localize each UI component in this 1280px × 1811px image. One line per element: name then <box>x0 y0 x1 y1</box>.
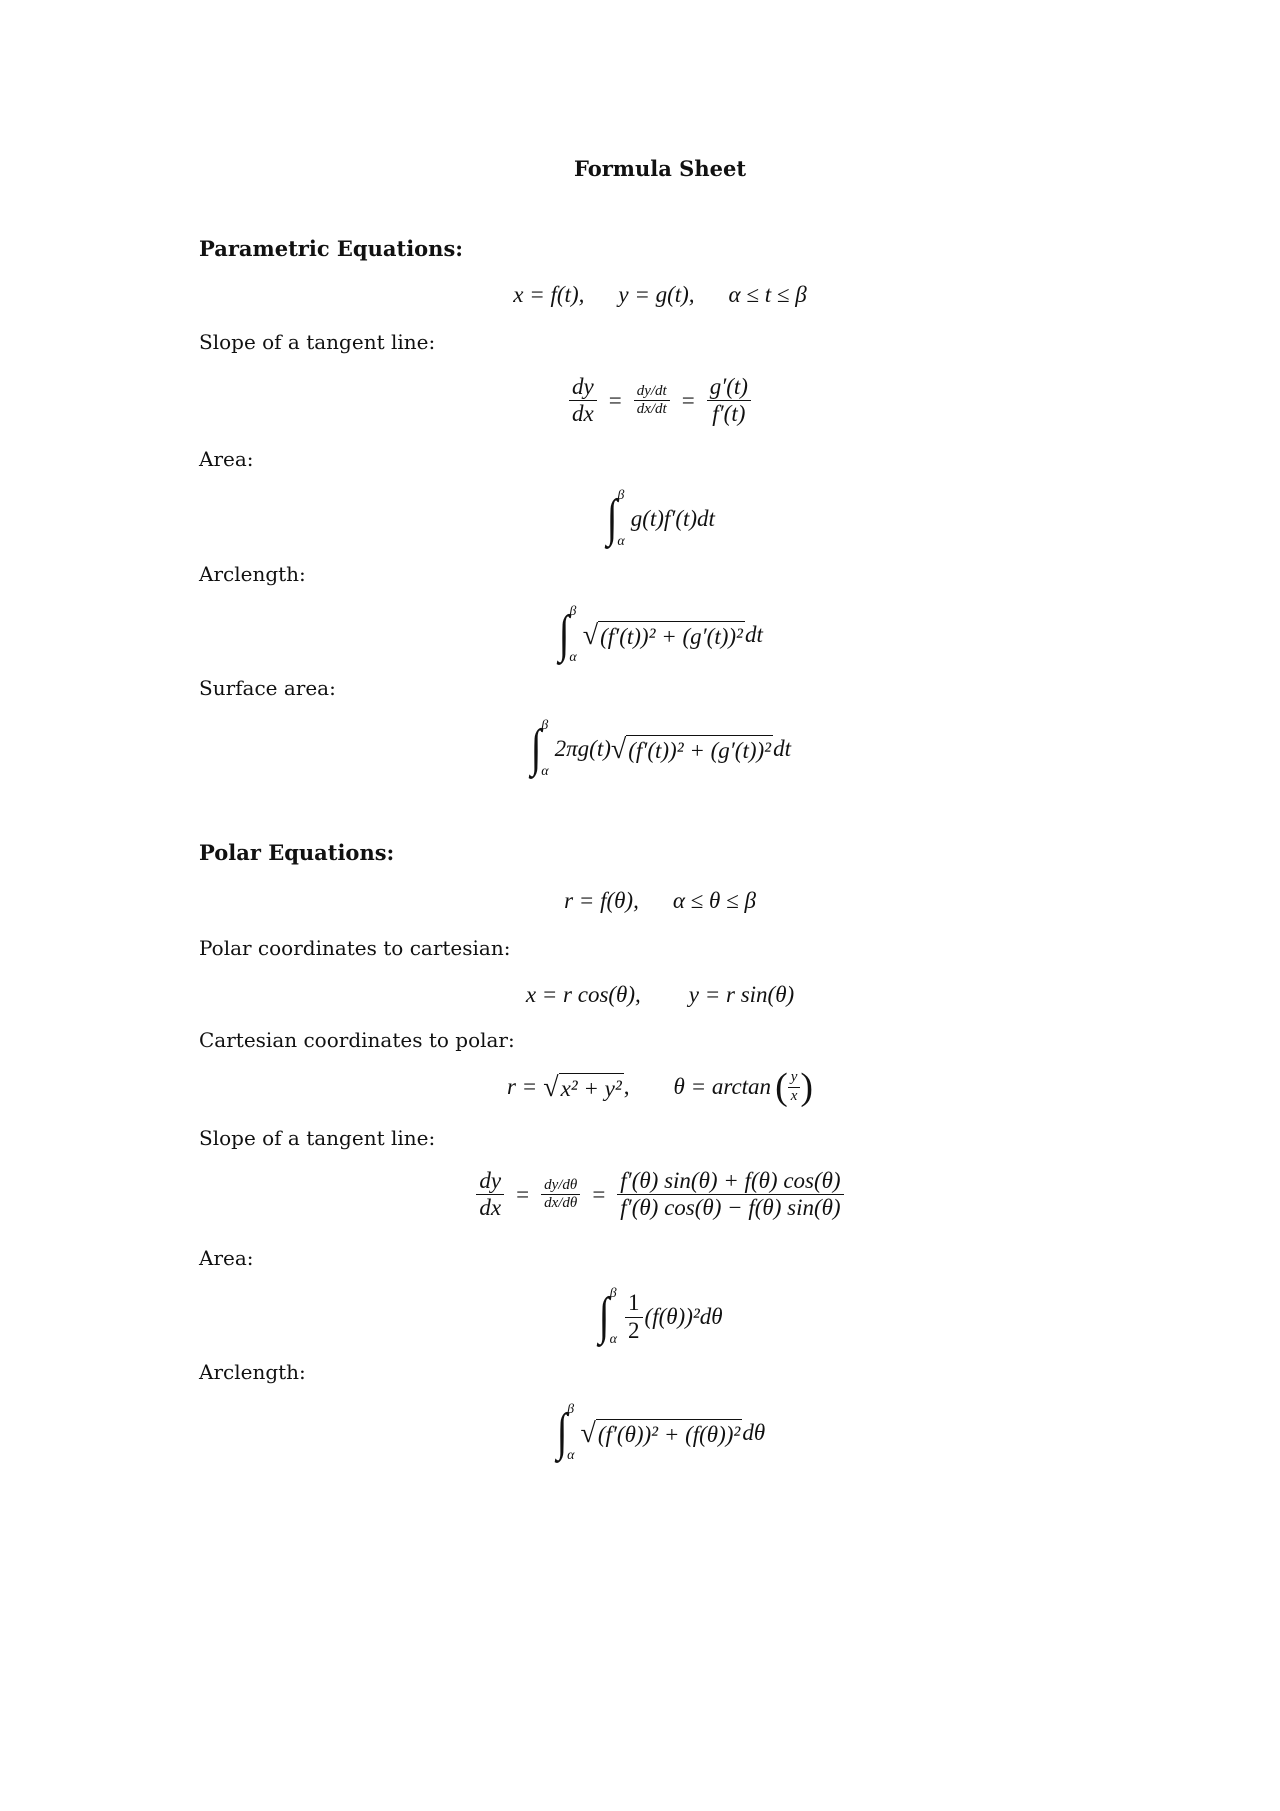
frac-den: dx/dt <box>636 401 667 418</box>
frac-num: dy <box>476 1168 504 1195</box>
parametric-surface-label: Surface area: <box>199 676 336 700</box>
integral-sign: ∫ β α <box>558 604 577 665</box>
polar-heading: Polar Equations: <box>199 840 395 865</box>
frac-num: y <box>788 1069 801 1087</box>
frac-num: 1 <box>625 1290 643 1317</box>
frac-den: dx/dθ <box>544 1195 578 1212</box>
polar-range: α ≤ θ ≤ β <box>672 888 756 913</box>
polar-area-label: Area: <box>199 1246 254 1270</box>
polar-to-cartesian-formula <box>0 982 1280 1008</box>
parametric-arclength-formula <box>0 604 1280 666</box>
frac-num: dy/dθ <box>541 1177 580 1195</box>
frac-den: 2 <box>628 1317 640 1343</box>
parametric-surface-formula <box>0 718 1280 780</box>
polar-area-integrand: (f(θ))²dθ <box>644 1304 723 1329</box>
cartesian-y: y = r sin(θ) <box>688 982 795 1007</box>
cartesian-to-polar-label: Cartesian coordinates to polar: <box>199 1028 515 1052</box>
square-root: √ (f′(t))² + (g′(t))² <box>610 733 772 765</box>
integral-sign: ∫ β α <box>556 1402 575 1463</box>
polar-r-eq: r = f(θ), <box>564 888 639 913</box>
param-range: α ≤ t ≤ β <box>728 282 807 307</box>
parametric-area-formula <box>0 488 1280 550</box>
polar-r-prefix: r = <box>506 1074 538 1099</box>
cartesian-to-polar-formula: r = √ x² + y² , θ = arctan ( $\frac{y}{x}$ ) <box>506 1066 814 1108</box>
polar-slope-formula: $\frac{dy}{dx}$ = $\frac{dy/d\theta}{dx/d\theta}$ = $\frac{f'(\theta) \sin(\theta) + f(\theta) \cos(\theta)}{f'(\theta) \cos(\theta) - f(\theta) \sin(\theta)}$ <box>0 1168 1280 1222</box>
integral-sign: ∫ β α <box>530 718 549 779</box>
frac-den: dx <box>572 401 594 427</box>
square-root: √ (f′(t))² + (g′(t))² <box>582 619 743 651</box>
frac-num: dy/dt <box>634 383 670 401</box>
polar-arclength-label: Arclength: <box>199 1360 306 1384</box>
polar-arclength-formula <box>0 1402 1280 1464</box>
parametric-arclength-label: Arclength: <box>199 562 306 586</box>
parametric-area-label: Area: <box>199 447 254 471</box>
comma: , <box>623 1074 630 1099</box>
page-title: Formula Sheet <box>573 156 747 181</box>
polar-definition <box>0 888 1280 914</box>
param-y-eq: y = g(t), <box>618 282 695 307</box>
parametric-slope-formula: $\frac{dy}{dx}$ = $\frac{dy/dt}{dx/dt}$ = $\frac{g'(t)}{f'(t)}$ <box>0 374 1280 428</box>
square-root: √ (f′(θ))² + (f(θ))² <box>580 1417 741 1449</box>
integral-sign: ∫ β α <box>599 1286 618 1347</box>
frac-num: f′(θ) sin(θ) + f(θ) cos(θ) <box>617 1168 843 1195</box>
cartesian-x: x = r cos(θ), <box>525 982 641 1007</box>
frac-den: x <box>790 1087 798 1104</box>
polar-slope-label: Slope of a tangent line: <box>199 1126 436 1150</box>
area-integrand: g(t)f′(t)dt <box>630 506 715 531</box>
differential: dt <box>773 736 791 761</box>
surface-prefix: 2πg(t) <box>554 736 611 761</box>
integral-sign: ∫ β α <box>606 488 625 549</box>
frac-num: g′(t) <box>707 374 751 401</box>
frac-den: f′(t) <box>712 401 746 427</box>
param-x-eq: x = f(t), <box>513 282 585 307</box>
square-root: √ x² + y² <box>543 1071 622 1103</box>
differential: dt <box>744 622 763 647</box>
theta-prefix: θ = arctan <box>673 1074 772 1099</box>
frac-num: dy <box>569 374 597 401</box>
polar-to-cartesian-label: Polar coordinates to cartesian: <box>199 936 511 960</box>
parametric-definition <box>0 282 1280 308</box>
frac-den: f′(θ) cos(θ) − f(θ) sin(θ) <box>620 1195 841 1221</box>
parametric-slope-label: Slope of a tangent line: <box>199 330 436 354</box>
polar-area-formula <box>0 1286 1280 1348</box>
frac-den: dx <box>479 1195 502 1221</box>
parametric-heading: Parametric Equations: <box>199 236 464 261</box>
differential: dθ <box>742 1420 766 1445</box>
